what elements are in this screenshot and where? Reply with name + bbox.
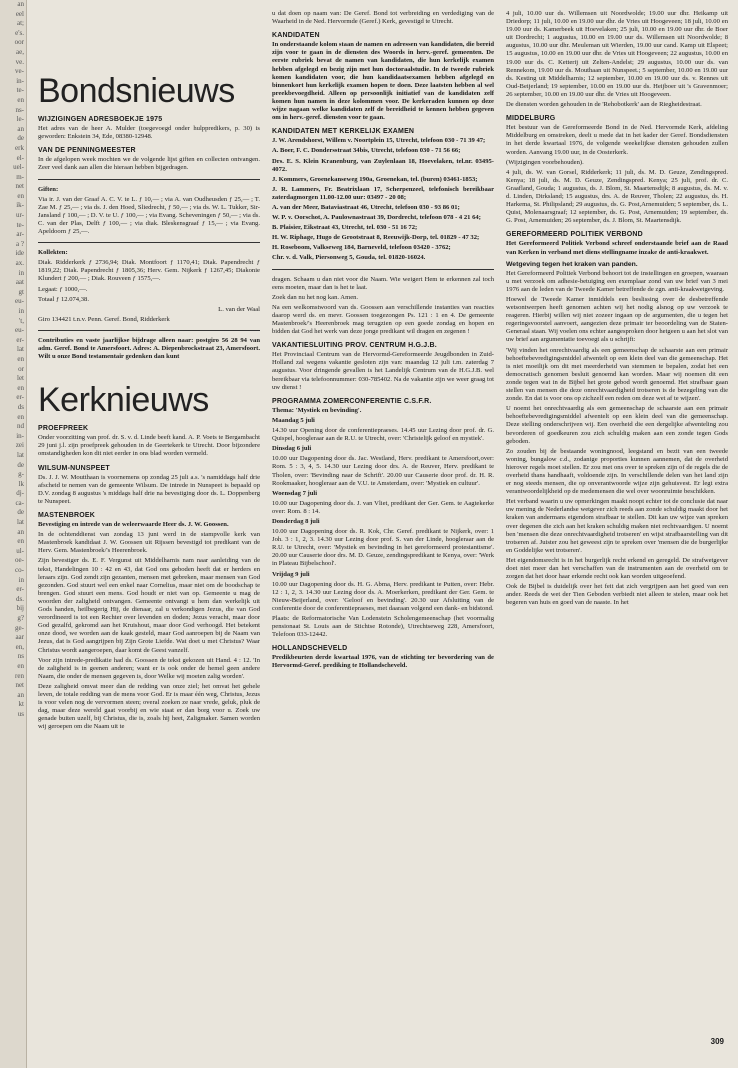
bondsnieuws-masthead: Bondsnieuws — [38, 72, 235, 110]
gutter-fragment: ren — [15, 671, 24, 680]
program-text: 10.00 uur Dagopening door ds. Jac. Westland, Herv. predikant te Amersfoort,over: Rom. 5 : 3, 4, 5. 14.30 uur Lezing door drs. A. de Reuver, Herv. predikant te Tholen, over: 'Bevinding naar de Schrift'. 20.00 uur Causerie door prof. dr. H. R. Rookmaaker, hoogleraar aan de V.U. te Amsterdam, over: 'Mystiek en cultuur'. — [272, 455, 494, 487]
gutter-fragment: ide — [15, 249, 24, 258]
program-day: Woensdag 7 juli — [272, 489, 318, 497]
section-heading: WILSUM-NUNSPEET — [38, 464, 110, 472]
gutter-fragment: g- — [18, 470, 24, 479]
paragraph: 4 juli, 10.00 uur ds. Willemsen uit Noordwolde; 19.00 uur dhr. Heikamp uit Driedorp; 11 juli, 10.00 en 19.00 uur dhr. de Vries uit Hoogeveen; 18 juli, 10.00 en 19.00 uur ds. Kamerbeek uit Hoevelaken; 25 juli, 10.00 en 19.00 uur dhr. de Boer uit Dordrecht; 1 augustus, 10.00 en 19.00 uur ds. Willemsen uit Noordwolde; 8 augustus, 10.00 uur dhr. Meuleman uit Wierden, 19.00 uur cand. Kamp uit Elspeet; 15 augustus, 10.00 en 19.00 uur dhr. de Vries uit Hoogeveen; 22 augustus, 10.00 en 19.00 uur ds. C. Ketterij uit Zelten-Andelst; 29 augustus, 10.00 uur ds. van Rennekom, 19.00 uur ds. Mouthaan uit Nunspeet.; 5 september, 10.00 en 19.00 uur ds. Kesting uit Middelharnis; 12 september, 10.00 en 19.00 uur ds. v. Rennes uit Oud-Beijerland; 19 september, 10.00 en 19.00 uur ds. Heijboer uit 's Gravenmoer; 26 september, 10.00 en 19.00 uur dhr. de Vries uit Hoogeveen. — [506, 10, 728, 98]
section-heading: HOLLANDSCHEVELD — [272, 645, 348, 653]
program-text: 14.30 uur Opening door de conferentiepraeses. 14.45 uur Lezing door prof. dr. G. Quispel, hoogleraar aan de R.U. te Utrecht, over: 'Christelijk geloof en mystiek'. — [272, 427, 494, 443]
paragraph: Het adres van de heer A. Mulder (toegevoegd onder hulppredikers, p. 30) is geworden: Enkstein 34, Ede, 08380-12948. — [38, 125, 260, 141]
divider — [272, 269, 494, 270]
page-number: 309 — [710, 1037, 724, 1046]
section-heading: VAN DE PENNINGMEESTER — [38, 147, 136, 155]
gutter-fragment: en — [17, 412, 24, 421]
gutter-fragment: us — [17, 709, 24, 718]
section-heading: MIDDELBURG — [506, 115, 556, 123]
gutter-fragment: oor — [14, 38, 24, 47]
gutter-fragment: ds. — [16, 594, 24, 603]
column-1 — [38, 10, 260, 1050]
gutter-fragment: net — [15, 182, 24, 191]
paragraph: Zoek dan nu het nog kan. Amen. — [272, 293, 359, 301]
section-heading: PROEFPREEK — [38, 425, 89, 433]
gutter-fragment: en — [17, 354, 24, 363]
section-heading: GEREFORMEERD POLITIEK VERBOND — [506, 231, 643, 239]
paragraph: Het Provinciaal Centrum van de Hervormd-Gereformeerde Jeugdbonden in Zuid-Holland zal wegens vakantie gesloten zijn van: maandag 12 juli t.m. zaterdag 7 augustus. Voor dringende gevallen is het Landelijk Centrum van de H.G.J.B. wel bereikbaar via telefoonnummer: 030-785402. Na de vakantie zijn we weer graag tot uw dienst ! — [272, 351, 494, 391]
candidate-entry: A. van der Meer, Bataviastraat 46, Utrecht, telefoon 030 - 93 86 01; — [272, 203, 460, 211]
paragraph: 'Wij vinden het onrechtvaardig als een gemeenschap de schaarste aan een primair behoeftebevredigingsmiddel afwentelt op een klein deel van die gemeenschap. Het is niet moeilijk om dit met meerderheid van stemmen te bepalen, zodat het een democratisch genomen besluit genoemd kan worden. Maar wij noemen dit een zonde tegen wat in de Bijbel het grote gebod wordt genoemd. Het strafbaar gaan stellen van mensen die deze onrechtvaardigheid trotseren is de bezegeling van die zonde. En dat is voor ons op zichzelf een reden om deze wet af te wijzen'. — [506, 346, 728, 403]
subheading: Wetgeving tegen het kraken van panden. — [506, 260, 638, 268]
subheading: Thema: 'Mystiek en bevinding'. — [272, 406, 362, 414]
paragraph: Zijn bevestiger ds. E. F. Vergunst uit Middelharnis nam naar aanleiding van de tekst, Handelingen 10 : 42 en 43, dat God ons geboden heeft dat er herders en leraars zijn. God zendt zijn gezanten, mensen met gebreken, maar mensen van God gezonden. God stuurt wel een enkel naar Cornelius, maar niet om de boodschap te brengen. God stuurt een mens. God houdt er niet van op. Gemeente u mag de woorden der zaligheid ontvangen. Gemeente ontvangt u hem dan werkelijk uit Gods handen, heilbegerig Hij, de dienaar, zal u verkondigen Jezus, die van God verordineerd is tot een Rechter over levenden en doden; Jezus veracht, maar door God gezalfd, gekromd aan het Kruishout, maar door God verhoogd. Het betekent onze dood, we worden aan de kaak gesteld, maar God aanroepen bij de Naam van Jezus, dat is God aangrijpen bij Zijn Grote Liefde. Wat doet u met Christus? Waar Christus wordt aangeroepen, daar komt de Geest vanzelf. — [38, 557, 260, 654]
gutter-fragment: ul- — [16, 546, 24, 555]
signature: L. van der Waal — [218, 305, 260, 313]
gutter-fragment: er- — [16, 585, 24, 594]
paragraph: 4 juli, ds. W. van Gorsel, Ridderkerk; 11 juli, ds. M. D. Geuze, Zendingspred. Kenya; 18 juli, ds. M. D. Geuze, Zendingspred. Kenya; 25 juli, prof. dr. C. Graafland, Gouda; 1 augustus, ds. J. Blom, St. Maartensdijk; 8 augustus, ds. M. v. d. Linden, Dirksland; 15 augustus, drs. A. de Reuver, Tholen; 22 augustus, ds. H. Harkema, St. Philipsland; 29 augustus, ds. G. Post,Arnemuiden; 5 september, ds. L. Quist, Molenaarsgraaf; 12 september, ds. G. Post, Arnemuiden; 19 september, ds. G. Post, Arnemuiden; 26 september, ds. J. Blom, St. Maartensdijk. — [506, 168, 728, 225]
divider — [38, 330, 260, 331]
gutter-fragment: aar — [15, 633, 24, 642]
gutter-fragment: ca- — [15, 498, 24, 507]
gutter-fragment: en — [17, 661, 24, 670]
gutter-fragment: g? — [17, 614, 24, 622]
paragraph: Giro 134421 t.n.v. Penn. Geref. Bond, Ridderkerk — [38, 315, 170, 323]
paragraph: Diak. Ridderkerk ƒ 2736,94; Diak. Montfoort ƒ 1170,41; Diak. Papendrecht ƒ 1819,22; Diak. Papendrecht ƒ 1805,36; Herv. Gem. Nijkerk ƒ 1267,45; Diakonie Klundert ƒ 200,— ; Diak. Rouveen ƒ 1575,—. — [38, 259, 260, 283]
gutter-fragment: let — [17, 374, 24, 383]
paragraph: Zo zouden bij de bestaande woningnood, leegstand en bezit van een tweede woning, bungalow c.d., zodanige proporties kunnen aannemen, dat de overheid hierover regels moet stellen. Er zou met ons over te spreken zijn of de regels die de overheid thans handhaaft, voldoende zijn. In verschillende delen van het land zijn er nog steeds mensen, die op onverantwoorde wijze zijn gehuisvest. Er legt extra verantwoordelijkheid op de medemensen die wel over woonruimte beschikken. — [506, 447, 728, 496]
gutter-fragment: de — [17, 508, 24, 517]
gutter-fragment: gt — [18, 287, 24, 296]
program-day: Maandag 5 juli — [272, 416, 315, 424]
paragraph: Voor zijn intrede-predikatie had ds. Goossen de tekst gekozen uit Hand. 4 : 12. 'In de zaligheid is in geenen anderen; want er is ook onder de hemel geen andere Naam, die onder de mensen gegeven is, door Welke wij moeten zalig worden'. — [38, 656, 260, 680]
gutter-fragment: ds — [17, 402, 24, 411]
gutter-fragment: an — [17, 527, 24, 536]
gutter-fragment: dj- — [16, 489, 24, 498]
section-heading: WIJZIGINGEN ADRESBOEKJE 1975 — [38, 116, 163, 123]
program-day: Vrijdag 9 juli — [272, 570, 310, 578]
program-text: 10.00 uur Dagopening door ds. H. G. Abma, Herv. predikant te Putten, over: Hebr. 12 : 1, 2, 3. 14.30 uur Lezing door ds. A. Moerkerken, predikant der Ger. Gem. te Nieuw-Beijerland, over: 'Geloof en bevinding'. 20.30 uur Afsluiting van de conferentie door de conferentiepraeses, met daaraan volgend een dank- en bidstond. — [272, 580, 494, 612]
gutter-fragment: in — [18, 268, 24, 277]
gutter-fragment: in — [18, 307, 24, 315]
gutter-fragment: lat — [17, 450, 24, 459]
paragraph: Contributies en vaste jaarlijkse bijdrage alleen naar: postgiro 56 28 94 van adm. Geref. Bond te Amersfoort. Adres: A. Diepenbrockstraat 23, Amersfoort. Wilt u onze Bond testamentair gedenken dan kunt — [38, 336, 260, 361]
gutter-fragment: aat — [15, 278, 24, 287]
paragraph: (Wijzigingen voorbehouden). — [506, 158, 584, 166]
gutter-fragment: de — [17, 134, 24, 143]
candidate-entry: H. Roseboom, Valkseweg 184, Barneveld, telefoon 03420 - 3762; — [272, 244, 451, 252]
candidate-entry: W. P. v. Oorschot, A. Paulownastraat 39, Dordrecht, telefoon 078 - 4 21 64; — [272, 214, 481, 222]
gutter-fragment: a ? — [16, 239, 24, 248]
paragraph: Via ir. J. van der Graaf A. C. V. te L. ƒ 10,— ; via A. van Oudheusden ƒ 25,— ; T. Zae M. ƒ 25,— ; via ds. J. den Hoed, Sliedrecht, ƒ 50,— ; via ds. W. L. Tukker, Sir-Jansland ƒ 100,— ; D. V. te U. ƒ 100,— ; via Evang. Scheveningen ƒ 50,— ; via ds. C. van der Plas, Delft ƒ 100,— ; via diak. Bleskensgraaf ƒ 15,— ; via Evang. Apeldoorn ƒ 25,—. — [38, 195, 260, 236]
paragraph: De diensten worden gehouden in de 'Rehobotkerk' aan de Riegheidestraat. — [506, 101, 702, 109]
gutter-fragment: net — [15, 681, 24, 690]
section-heading: MASTENBROEK — [38, 512, 96, 519]
paragraph: Deze zaligheid omvat meer dan de redding van onze ziel; het omvat het gehele leven, de totale redding van de mens voor God. Er is maar één weg, Christus, Jezus is voor velen nog de vervormen steen; overal zoeken ze naar vrede, geluk, pluk de dag, maar deze wereld gaat voorbij en wie staat er dan borg voor u. Zoek uw genade buiten uzelf, bij Christus, die is, zoals hij heet, Zaligmaker. Samen worden wij geroepen om die Naam uit te — [38, 682, 260, 731]
gutter-fragment: oe- — [15, 556, 24, 565]
program-text: 10.00 uur Dagopening door ds. R. Kok, Chr. Geref. predikant te Nijkerk, over: 1 Joh. 3 : 1, 2, 3. 14.30 uur Lezing door prof. S. van der Linde, hoogleraar aan de R.U. te Utrecht, over: 'Mystiek en bevinding in het gereformeerd protestantisme'. 20.00 uur Causerie door drs. M. D. Geuze, zendingspredikant te Kenya, over: 'Werk in Plateau Bijbelschool'. — [272, 528, 494, 568]
gutter-fragment: m- — [16, 172, 24, 181]
section-heading: KANDIDATEN MET KERKELIJK EXAMEN — [272, 128, 415, 136]
gutter-fragment: ar- — [16, 230, 24, 239]
program-list — [272, 417, 494, 613]
gutter-fragment: ax. — [15, 259, 24, 268]
gutter-fragment: en, — [15, 642, 24, 651]
subheading: Kollekten: — [38, 249, 68, 257]
paragraph: Plaats: de Reformatorische Van Lodenstein Scholengemeenschap (het voormalig pensionaat St. Louis aan de Stichtse Rotonde), Utrechtseweg 228, Amersfoort, Telefoon 033-12442. — [272, 615, 494, 639]
subheading: Giften: — [38, 185, 59, 193]
candidate-entry: J. R. Lammers, Fr. Beatrixlaan 17, Scherpenzeel, telefonisch bereikbaar zaterdagmorgen 11.00-12.00 uur: 03497 - 20 08; — [272, 185, 494, 201]
subheading: Bevestiging en intrede van de weleerwaarde Heer ds. J. W. Goossen. — [38, 521, 229, 529]
gutter-fragment: in — [18, 575, 24, 584]
gutter-fragment: le- — [16, 115, 24, 124]
gutter-fragment: in- — [16, 76, 24, 85]
gutter-fragment: ve- — [15, 67, 24, 76]
paragraph: Het bestuur van de Gereformeerde Bond in de Ned. Hervormde Kerk, afdeling Middelburg en omstreken, deelt u mede dat in het kader der Geref. Bondsdiensten in het derde kwartaal 1976, de volgende weekelijkse diensten gehouden zullen worden. Aanvang 19.00 uur, in de Oosterkerk. — [506, 124, 728, 156]
gutter-fragment: or — [18, 364, 24, 373]
candidate-entry: H. W. Riphage, Hugo de Grootstraat 8, Reeuwijk-Dorp, tel. 01829 - 47 32; — [272, 234, 480, 242]
gutter-fragment: eu- — [15, 326, 24, 335]
gutter-fragment: kt — [18, 700, 24, 709]
paragraph: Het Gereformeerd Politiek Verbond behoort tot de instellingen en groepen, waaraan u met verzoek om adhesie-betuiging een exemplaar zond van uw brief van 3 mei 1976 aan de leden van de Tweede Kamer betreffende de zgn. anti-kraakwetgeving. — [506, 269, 728, 293]
candidate-entry: J. Kommers, Groenekanseweg 190a, Groenekan, tel. (buren) 03461-1853; — [272, 175, 478, 183]
gutter-fragment: lat — [17, 345, 24, 354]
subheading: Het Gereformeerd Politiek Verbond schreef onderstaande brief aan de Raad van Kerken in verband met diens stellingname inzake de anti-kraakwet. — [506, 240, 728, 256]
gutter-fragment: uel- — [13, 163, 24, 172]
gutter-fragment: zei — [15, 441, 24, 450]
program-text: 10.00 uur Dagopening door ds. J. van Vliet, predikant der Ger. Gem. te Aagtekerke over: Rom. 8 : 14. — [272, 499, 494, 515]
program-day: Donderdag 8 juli — [272, 517, 320, 525]
gutter-fragment: an — [17, 690, 24, 699]
gutter-fragment: ik- — [16, 201, 24, 210]
gutter-fragment: in- — [16, 431, 24, 440]
paragraph: U noemt het onrechtvaardig als een gemeenschap de schaarste aan een primair behoeftebevredigingsmiddel afwentelt op een klein deel van die gemeenschap. Deze stelling onderschrijven wij. Een overheid die een dergelijke afwenteling zou bevorderen of goedkeuren zou zich schuldig maken aan een zonde tegen Gods geboden. — [506, 405, 728, 445]
gutter-fragment: at; — [17, 19, 24, 28]
paragraph: In de ochtenddienst van zondag 13 juni werd in de stampvolle kerk van Mastenbroek kandidaat J. W. Goossen uit Rijssen bevestigd tot predikant van de Herv. Gem. Mastenbroek/'s Heerenbroek. — [38, 531, 260, 555]
paragraph: In onderstaande kolom staan de namen en adressen van kandidaten, die bereid zijn voor te gaan in de diensten des Woords in herv.-geref. gemeenten. De eerste rubriek bevat de namen van kandidaten, die hun kerkelijk examen hebben afgelegd en bezig zijn met hun doctoraalstudie. In de tweede rubriek komen kandidaten voor, die hun kandidaatsexamen hebben afgelegd en binnenkort hun kerkelijk examen hopen te doen. Deze laatsten hebben al wel preekbevoegdheid. Alleen op persoonlijk initiatief van de kandidaten zelf komen hun namen in deze kolommen voor. De kerkeraden kunnen op deze wijze nagaan welke kandidaten zelf de bereidheid te kennen hebben gegeven om in herv.-geref. diensten voor te gaan. — [272, 41, 494, 122]
gutter-fragment: el- — [16, 153, 24, 162]
gutter-fragment: te- — [16, 220, 24, 229]
gutter-fragment: bij — [16, 604, 24, 613]
candidate-entry: B. Plaisier, Eikstraat 43, Utrecht, tel. 030 - 51 16 72; — [272, 224, 418, 232]
paragraph: u dat doen op naam van: De Geref. Bond tot verbreiding en verdediging van de Waarheid in de Ned. Hervormde (Geref.) Kerk, gevestigd te Utrecht. — [272, 10, 494, 26]
divider — [38, 179, 260, 180]
gutter-fragment: ge- — [15, 623, 24, 632]
kerknieuws-masthead: Kerknieuws — [38, 381, 209, 420]
gutter-fragment: lk — [18, 479, 24, 488]
column-3 — [506, 10, 728, 1050]
paragraph: Het verband waarin u uw opmerkingen maakt noopt echter tot de conclusie dat naar uw mening de Nederlandse wetgever zich reeds aan zonde schuldig maakt door het kraken van andermans eigendom strafbaar te stellen. Dit kan uw wijze van spreken over degenen die zich aan het kraken schuldig maken niet rechtvaardigen. U noemt ben 'mensen die deze onrechtvaardigheid trotseren' en wijst strafbaarstelling van dit trotseren af. Juister zou het geweest zijn te spreken over 'mensen die de burgerlijke en Goddelijke wet trotseren'. — [506, 498, 728, 554]
divider — [38, 242, 260, 243]
paragraph: Onder voorzitting van prof. dr. S. v. d. Linde beeft kand. A. P. Voets te Bergambacht 29 juni j.l. zijn proefpreek gehouden in de Geertekerk te Utrecht. Door bijzondere omstandigheden kon dit niet eerder in ons blad worden vermeld. — [38, 434, 260, 458]
candidate-entry: Drs. E. S. Klein Kranenburg, van Zuylenlaan 18, Hoevelaken, tel.nr. 03495-4072. — [272, 157, 494, 173]
candidate-entry: Chr. v. d. Valk, Piersonweg 5, Gouda, tel. 01820-16024. — [272, 254, 426, 262]
gutter-fragment: 't, — [19, 316, 24, 325]
program-day: Dinsdag 6 juli — [272, 445, 312, 453]
gutter-fragment: er- — [16, 393, 24, 402]
gutter-fragment: en — [17, 95, 24, 104]
gutter-fragment: ns- — [15, 105, 24, 114]
gutter-fragment: e's. — [15, 28, 24, 37]
gutter-fragment: co- — [15, 566, 24, 575]
gutter-fragment: lat — [17, 518, 24, 527]
paragraph: Totaal ƒ 12.074,38. — [38, 295, 89, 303]
gutter-fragment: en — [17, 191, 24, 200]
gutter-fragment: ae, — [16, 47, 24, 56]
column-2 — [272, 10, 494, 1050]
paragraph: Legaat: ƒ 1000,—. — [38, 285, 88, 293]
paragraph: dragen. Schaam u dan niet voor die Naam. Wie weigert Hem te erkennen zal toch eens moeten, maar dan is het te laat. — [272, 275, 494, 291]
paragraph: Hoewel de Tweede Kamer inmiddels een beslissing over de desbetreffende wetsontwerpen heeft genomen achten wij het nodig alsnog op uw verzoek te reageren. Hierbij willen wij niet zozeer ingaan op de argumenten, die u tegen het regeringsvoorstel aanvoert, aangezien deze primair ter beoordeling van de Staten-Generaal staan. Wij voelen ons echter aangesproken door hetgeen u aan het slot van uw brief aan argumentatie toevoegt als u schrijft: — [506, 296, 728, 344]
gutter-fragment: te- — [16, 86, 24, 95]
candidate-list — [272, 137, 494, 262]
paragraph: In de afgelopen week mochten we de volgende lijst giften en collecten ontvangen. Zeer veel dank aan allen die hieraan hebben bijgedragen. — [38, 156, 260, 172]
paragraph: Ds. J. J. W. Moutthaan is voornemens op zondag 25 juli a.s. 's namiddags half drie afscheid te nemen van de gemeente Wilsum. De intrede in Nunspeet is bepaald op D.V. zondag 8 augustus 's middags half drie na bevestiging door ds. L. Doppenberg te Nunspeet. — [38, 473, 260, 505]
gutter-fragment: ns — [17, 652, 24, 661]
gutter-fragment: ve. — [15, 57, 24, 66]
gutter-fragment: erk — [15, 143, 24, 152]
gutter-fragment: ur- — [15, 211, 24, 220]
paragraph: Ook de Bijbel is duidelijk over het feit dat zich vergrijpen aan het goed van een ander. Reeds de wet der Tien Geboden verbiedt niet alleen te stelen, maar ook het begeren van huis en goed van de naaste. In het — [506, 583, 728, 607]
section-heading: PROGRAMMA ZOMERCONFERENTIE C.S.F.R. — [272, 397, 432, 405]
gutter-fragment: nd — [17, 422, 24, 431]
section-heading: VAKANTIESLUITING PROV. CENTRUM H.G.J.B. — [272, 342, 437, 350]
paragraph: Predikbeurten derde kwartaal 1976, van de stichting ter bevordering van de Hervormd-Geref. prediking te Hollandscheveld. — [272, 654, 494, 670]
gutter-fragment: en — [17, 383, 24, 392]
gutter-fragment: an — [17, 124, 24, 133]
gutter-fragment: er- — [16, 335, 24, 344]
gutter-fragment: eel — [15, 9, 24, 18]
candidate-entry: A. Boer, F. C. Dondersstraat 34bis, Utrecht, telefoon 030 - 71 56 66; — [272, 147, 461, 155]
candidate-entry: J. W. Arendshorst, Willem v. Noortplein 15, Utrecht, telefoon 030 - 71 39 47; — [272, 137, 486, 145]
adjacent-page-edge — [0, 0, 27, 1068]
paragraph: Het eigendomsrecht is in het burgerlijk recht erkend en geregeld. De strafwetgever doet niet meer dan het verschaffen van de instrumenten aan de overheid om te zorgen dat het door haar erkende recht ook kan worden uitgeoefend. — [506, 556, 728, 581]
gutter-fragment: en — [17, 537, 24, 546]
gutter-fragment: eu- — [15, 297, 24, 306]
gutter-fragment: an — [17, 0, 24, 8]
section-heading: KANDIDATEN — [272, 32, 320, 40]
paragraph: Na een welkomstwoord van ds. Goossen aan verschillende instanties van reacties daarop werd ds. en mevr. Goossen toegezongen Ps. 121 : 1 en 4. De gemeente Mastenbroek/'s Heerenbroek mag terugzien op een goede zondag en hopen en bidden dat God het werk van deze jonge predikant wil dragen en zegenen ! — [272, 303, 494, 336]
gutter-fragment: de — [17, 460, 24, 469]
